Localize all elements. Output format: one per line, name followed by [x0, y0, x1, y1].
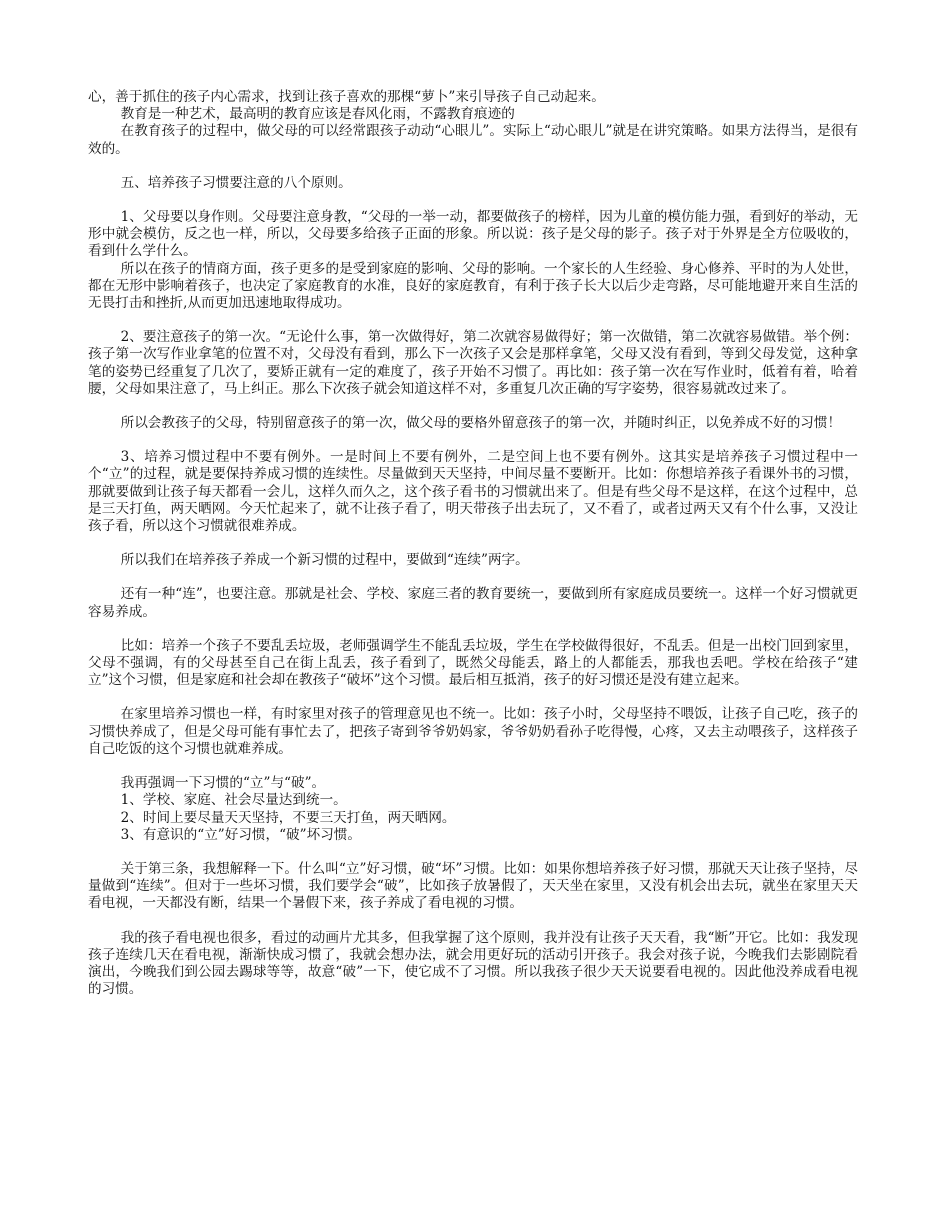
- paragraph: 所以我们在培养孩子养成一个新习惯的过程中，要做到“连续”两字。: [120, 552, 529, 569]
- paragraph-spacer: [88, 535, 858, 552]
- paragraph: 教育是一种艺术，最高明的教育应该是春风化雨，不露教育痕迹的: [120, 106, 515, 123]
- paragraph: 所以会教孩子的父母，特别留意孩子的第一次，做父母的要格外留意孩子的第一次，并随时纠正，以免养成不好的习惯！: [120, 415, 842, 432]
- list-item: 2、时间上要尽量天天坚持，不要三天打鱼，两天晒网。: [120, 809, 456, 826]
- paragraph-spacer: [88, 432, 858, 449]
- paragraph: 我的孩子看电视也很多，看过的动画片尤其多，但我掌握了这个原则，我并没有让孩子天天看，我“断”开它。比如：我发现孩子连续几天在看电视，渐渐快成习惯了，我就会想办法，就会用更好玩的活动引开孩子。我会对孩子说，今晚我们去影剧院看演出，今晚我们到公园去踢球等等，故意“破”一下，使它成不了习惯。所以我孩子很少天天说要看电视的。因此他没养成看电视的习惯。: [88, 929, 858, 998]
- paragraph-spacer: [88, 312, 858, 329]
- paragraph: 比如：培养一个孩子不要乱丢垃圾，老师强调学生不能乱丢垃圾，学生在学校做得很好，不乱丢。但是一出校门回到家里，父母不强调，有的父母甚至自己在街上乱丢，孩子看到了，既然父母能丢，路上的人都能丢，那我也丢吧。学校在给孩子“建立”这个习惯，但是家庭和社会却在教孩子“破坏”这个习惯。最后相互抵消，孩子的好习惯还是没有建立起来。: [88, 637, 858, 689]
- paragraph: 心，善于抓住的孩子内心需求，找到让孩子喜欢的那棵“萝卜”来引导孩子自己动起来。: [88, 89, 605, 105]
- paragraph-spacer: [88, 192, 858, 209]
- paragraph: 所以在孩子的情商方面，孩子更多的是受到家庭的影响、父母的影响。一个家长的人生经验、身心修养、平时的为人处世，都在无形中影响着孩子，也决定了家庭教育的水准，良好的家庭教育，有利于孩子长大以后少走弯路，尽可能地避开来自生活的无畏打击和挫折,从而更加迅速地取得成功。: [88, 260, 858, 312]
- document-page: [88, 89, 858, 998]
- paragraph: 我再强调一下习惯的“立”与“破”。: [120, 775, 326, 792]
- list-item: 3、有意识的“立”好习惯，“破”坏习惯。: [120, 826, 361, 843]
- paragraph: 还有一种“连”，也要注意。那就是社会、学校、家庭三者的教育要统一，要做到所有家庭成员要统一。这样一个好习惯就更容易养成。: [88, 586, 858, 620]
- paragraph-spacer: [88, 844, 858, 861]
- paragraph: 在教育孩子的过程中，做父母的可以经常跟孩子动动“心眼儿”。实际上“动心眼儿”就是在讲究策略。如果方法得当，是很有效的。: [88, 123, 858, 157]
- paragraph-spacer: [88, 621, 858, 638]
- paragraph: 关于第三条，我想解释一下。什么叫“立”好习惯，破“坏”习惯。比如：如果你想培养孩子好习惯，那就天天让孩子坚持，尽量做到“连续”。但对于一些坏习惯，我们要学会“破”，比如孩子放暑假了，天天坐在家里，又没有机会出去玩，就坐在家里天天看电视，一天都没有断，结果一个暑假下来，孩子养成了看电视的习惯。: [88, 860, 858, 912]
- paragraph: 在家里培养习惯也一样，有时家里对孩子的管理意见也不统一。比如：孩子小时，父母坚持不喂饭，让孩子自己吃，孩子的习惯快养成了，但是父母可能有事忙去了，把孩子寄到爷爷奶妈家，爷爷奶奶看孙子吃得慢，心疼，又去主动喂孩子，这样孩子自己吃饭的这个习惯也就难养成。: [88, 706, 858, 757]
- section-heading: 五、培养孩子习惯要注意的八个原则。: [120, 174, 352, 191]
- paragraph: 2、要注意孩子的第一次。“无论什么事，第一次做得好，第二次就容易做得好；第一次做错，第二次就容易做错。举个例：孩子第一次写作业拿笔的位置不对，父母没有看到，那么下一次孩子又会是那样拿笔，父母又没有看到，等到父母发觉，这种拿笔的姿势已经重复了几次了，要矫正就有一定的难度了，孩子开始不习惯了。再比如：孩子第一次在写作业时，低着有着，哈着腰，父母如果注意了，马上纠正。那么下次孩子就会知道这样不对，多重复几次正确的写字姿势，很容易就改过来了。: [88, 329, 858, 397]
- paragraph-spacer: [88, 569, 858, 586]
- paragraph-spacer: [88, 758, 858, 775]
- paragraph: 1、父母要以身作则。父母要注意身教，“父母的一举一动，都要做孩子的榜样，因为儿童的模仿能力强，看到好的举动，无形中就会模仿，反之也一样，所以，父母要多给孩子正面的形象。所以说：孩子是父母的影子。孩子对于外界是全方位吸收的，看到什么学什么。: [88, 209, 858, 260]
- list-item: 1、学校、家庭、社会尽量达到统一。: [120, 792, 347, 809]
- paragraph: 3、培养习惯过程中不要有例外。一是时间上不要有例外，二是空间上也不要有例外。这其实是培养孩子习惯过程中一个“立”的过程，就是要保持养成习惯的连续性。尽量做到天天坚持，中间尽量不要断开。比如：你想培养孩子看课外书的习惯，那就要做到让孩子每天都看一会儿，这样久而久之，这个孩子看书的习惯就出来了。但是有些父母不是这样，在这个过程中，总是三天打鱼，两天晒网。今天忙起来了，就不让孩子看了，明天带孩子出去玩了，又不看了，或者过两天又有个什么事，又没让孩子看，所以这个习惯就很难养成。: [88, 449, 858, 535]
- paragraph-spacer: [88, 913, 858, 930]
- paragraph-spacer: [88, 398, 858, 415]
- paragraph-spacer: [88, 689, 858, 706]
- paragraph-spacer: [88, 158, 858, 175]
